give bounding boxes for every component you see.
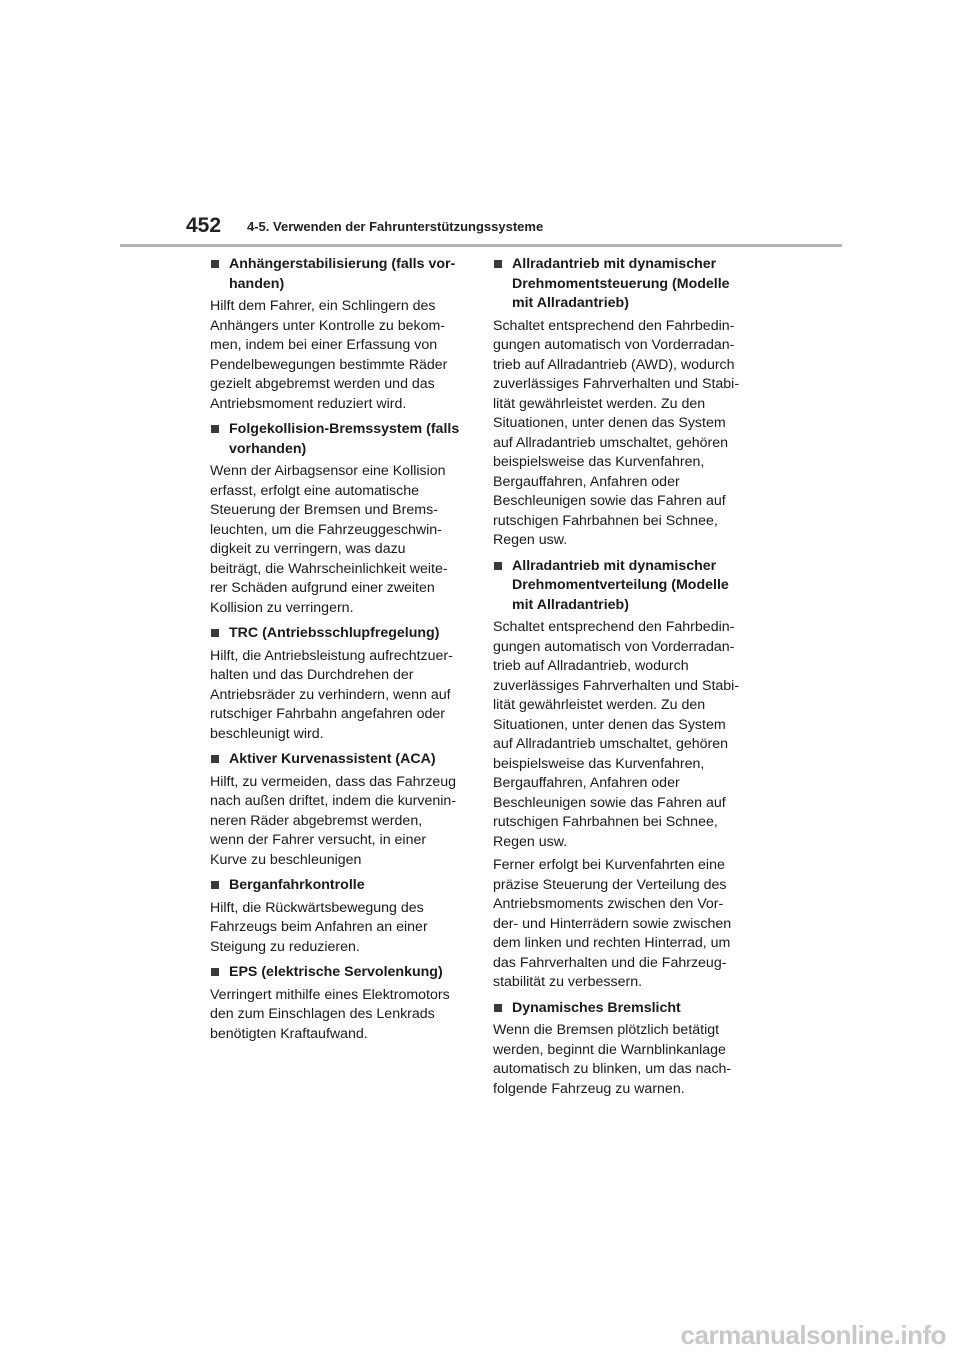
section-body: Hilft, die Rückwärtsbewegung des Fahrzeugs beim Anfahren an einer Steigung zu reduzieren. <box>210 899 428 955</box>
section-heading: EPS (elektrische Servolenkung) <box>229 964 443 980</box>
section-extra-paragraph: Ferner erfolgt bei Kurvenfahrten eine präzise Steuerung der Verteilung des Antriebsmoments zwischen den Vor- der- und Hinterrädern sowie zwischen dem linken und rechten Hinterrad, um das Fahrverhalten und die Fahrzeug- stabilität zu verbessern. <box>493 857 732 990</box>
section-heading: TRC (Antriebsschlupfregelung) <box>229 625 440 641</box>
section-eps <box>210 963 466 1044</box>
section-body: Hilft, zu vermeiden, dass das Fahrzeug nach außen driftet, indem die kurvenin- neren Räder abgebremst werden, wenn der Fahrer versucht, in einer Kurve zu beschleunigen <box>210 773 457 868</box>
square-bullet-icon <box>494 1004 502 1012</box>
square-bullet-icon <box>494 562 502 570</box>
section-body: Hilft, die Antriebsleistung aufrechtzuer- halten und das Durchdrehen der Antriebsräder zu verhindern, wenn auf rutschiger Fahrbahn angefahren oder beschleunigt wird. <box>210 647 453 742</box>
square-bullet-icon <box>211 425 219 433</box>
left-column <box>210 255 466 1050</box>
section-body: Verringert mithilfe eines Elektromotors den zum Einschlagen des Lenkrads benötigten Kraftaufwand. <box>210 986 450 1042</box>
watermark: carmanualsonline.info <box>680 1320 946 1350</box>
section-heading: Anhängerstabilisierung (falls vor- handen) <box>229 256 456 292</box>
right-column <box>493 255 749 1105</box>
section-body: Schaltet entsprechend den Fahrbedin- gungen automatisch von Vorderradan- trieb auf Allradantrieb, wodurch zuverlässiges Fahrverhalten und Stabi- lität gewährleistet werden. Zu den Situationen, unter denen das System auf Allradantrieb umschaltet, gehören beispielsweise das Kurvenfahren, Bergauffahren, Anfahren oder Beschleunigen sowie das Fahren auf rutschigen Fahrbahnen bei Schnee, Regen usw. <box>493 619 740 850</box>
section-body: Hilft dem Fahrer, ein Schlingern des Anhängers unter Kontrolle zu bekom- men, indem bei einer Erfassung von Pendelbewegungen bestimmte Räder gezielt abgebremst werden und das Antriebsmoment reduziert wird. <box>210 298 448 412</box>
section-hill-start-assist <box>210 876 466 957</box>
section-awd-torque-vectoring <box>493 557 749 993</box>
square-bullet-icon <box>211 881 219 889</box>
square-bullet-icon <box>211 260 219 268</box>
section-body: Wenn der Airbagsensor eine Kollision erfasst, erfolgt eine automatische Steuerung der Bremsen und Brems- leuchten, um die Fahrzeuggeschwin- digkeit zu verringern, was dazu beiträgt, die Wahrscheinlichkeit weite- rer Schäden aufgrund einer zweiten Kollision zu verringern. <box>210 463 448 616</box>
square-bullet-icon <box>211 629 219 637</box>
section-heading: Aktiver Kurvenassistent (ACA) <box>229 751 436 767</box>
page-number: 452 <box>186 214 222 237</box>
section-emergency-brake-signal <box>493 999 749 1100</box>
square-bullet-icon <box>494 260 502 268</box>
section-heading: Allradantrieb mit dynamischer Drehmomentsteuerung (Modelle mit Allradantrieb) <box>512 256 730 311</box>
section-heading: Allradantrieb mit dynamischer Drehmomentverteilung (Modelle mit Allradantrieb) <box>512 557 729 613</box>
header-rule <box>120 244 842 247</box>
section-secondary-collision-brake <box>210 420 466 618</box>
section-body: Wenn die Bremsen plötzlich betätigt werden, beginnt die Warnblinkanlage automatisch zu blinken, um das nach- folgende Fahrzeug zu warnen. <box>493 1022 732 1097</box>
square-bullet-icon <box>211 968 219 976</box>
section-aca <box>210 750 466 870</box>
section-awd-torque-control <box>493 255 749 551</box>
section-heading: Dynamisches Bremslicht <box>512 999 681 1016</box>
section-heading: Berganfahrkontrolle <box>229 877 365 893</box>
square-bullet-icon <box>211 755 219 763</box>
section-trc <box>210 624 466 744</box>
section-trailer-stability <box>210 255 466 414</box>
chapter-title: 4-5. Verwenden der Fahrunterstützungssysteme <box>247 219 544 234</box>
section-heading: Folgekollision-Bremssystem (falls vorhanden) <box>229 421 460 457</box>
section-body: Schaltet entsprechend den Fahrbedin- gungen automatisch von Vorderradan- trieb auf Allradantrieb (AWD), wodurch zuverlässiges Fahrverhalten und Stabi- lität gewährleistet werden. Zu den Situationen, unter denen das System auf Allradantrieb umschaltet, gehören beispielsweise das Kurvenfahren, Bergauffahren, Anfahren oder Beschleunigen sowie das Fahren auf rutschigen Fahrbahnen bei Schnee, Regen usw. <box>493 317 740 548</box>
